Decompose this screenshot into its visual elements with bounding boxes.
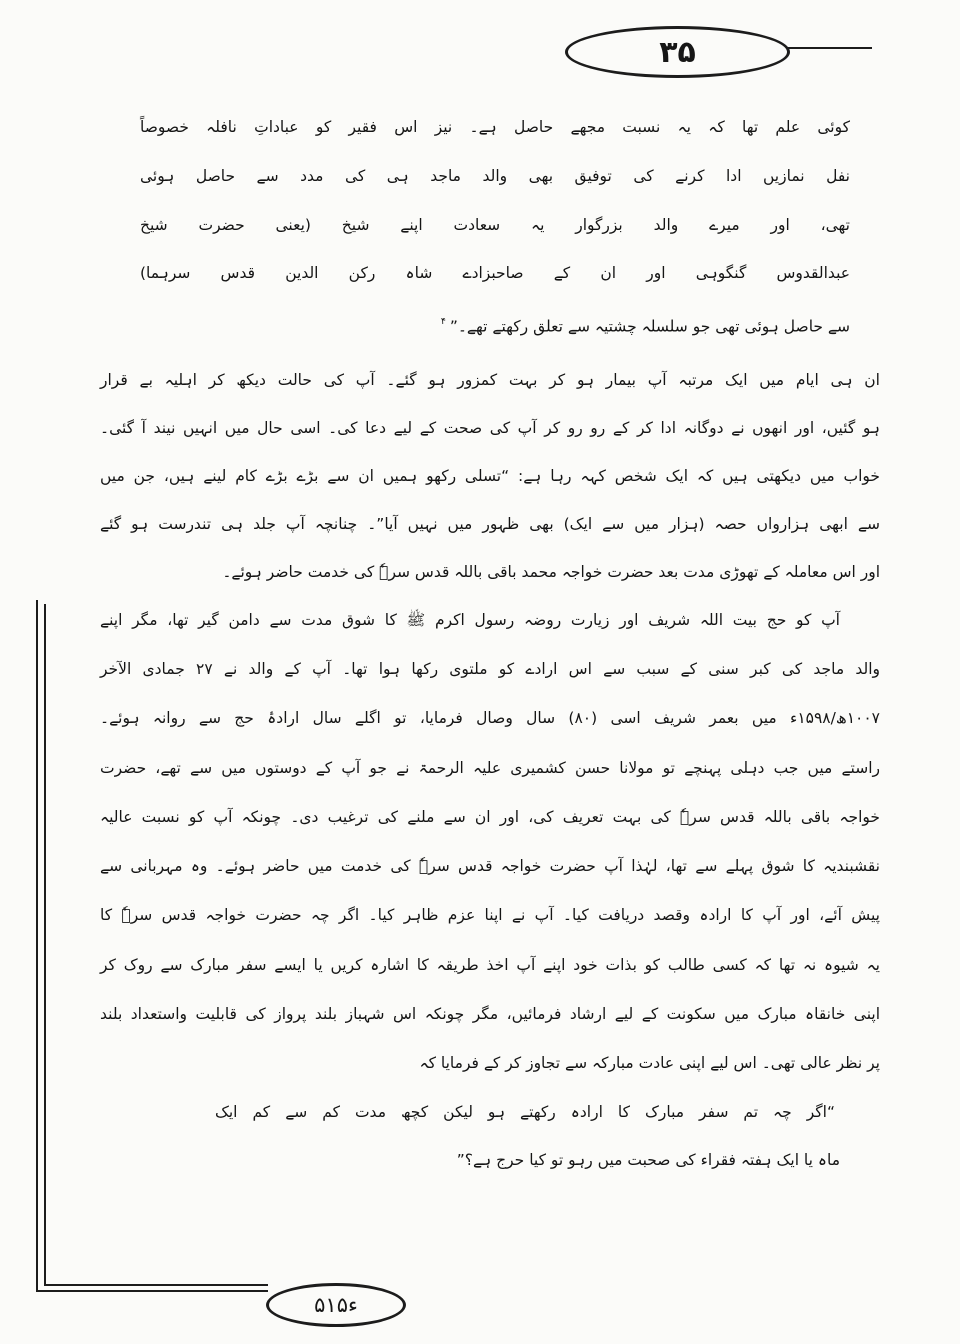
page-number: ۳۵ [659,34,696,70]
body-line: ۱۰۰۷ھ/۱۵۹۸ء میں بعمر شریف اسی (۸۰) سال وصال فرمایا، تو اگلے سال ارادۂ حج سے روانہ ہوئے۔ [100,709,880,727]
quote-line: تھی، اور میرے والد بزرگوار یہ سعادت اپنے شیخ (یعنی حضرت شیخ [140,216,850,234]
body-line: اپنی خانقاہ مبارک میں سکونت کے لیے ارشاد فرمائیں، مگر چونکہ اس شہباز بلند پرواز کی قابلیت واستعداد بلند [100,1005,880,1023]
body-line: نقشبندیہ کا شوق پہلے سے تھا، لہٰذا آپ حضرت خواجہ قدس سرہٗ کی خدمت میں حاضر ہوئے۔ وہ مہربانی سے [100,857,880,875]
body-line: خواب میں دیکھتی ہیں کہ ایک شخص کہہ رہا ہے: “تسلی رکھو ہمیں ان سے بڑے بڑے کام لینے ہیں، جن میں [100,467,880,485]
frame-left-outer [36,600,38,1292]
footer-number-oval [266,1283,406,1327]
header-rule [788,47,872,49]
body-line: ان ہی ایام میں ایک مرتبہ آپ بیمار ہو کر بہت کمزور ہو گئے۔ آپ کی حالت دیکھ کر اہلیہ بے قرار [100,371,880,389]
quote-line: نفل نمازیں ادا کرنے کی توفیق بھی والد ماجد ہی کی مدد سے حاصل ہوئی [140,167,850,185]
body-line: پیش آئے، اور آپ کا ارادہ وقصد دریافت کیا۔ آپ نے اپنا عزم ظاہر کیا۔ اگر چہ حضرت خواجہ قدس سرہٗ کا [100,906,880,924]
body-line: یہ شیوہ نہ تھا کہ کسی طالب کو بذات خود اپنے آپ اخذ طریقہ کا اشارہ کریں یا ایسے سفر مبارک سے روک کر [100,956,880,974]
quote-line: “اگر چہ تم سفر مبارک کا ارادہ رکھتے ہو لیکن کچھ مدت کم سے کم ایک [215,1103,835,1121]
frame-bottom-outer [36,1290,268,1292]
quote-line-text: سے حاصل ہوئی تھی جو سلسلہ چشتیہ سے تعلق رکھتے تھے۔” [449,317,850,336]
quote-line: کوئی علم تھا کہ یہ نسبت مجھے حاصل ہے۔ نیز اس فقیر کو عباداتِ نافلہ خصوصاً [140,118,850,136]
frame-left-inner [44,604,46,1286]
footer-page-number: ۵۱۵ء [314,1293,358,1317]
page-number-oval [565,26,790,78]
frame-bottom-inner [44,1284,268,1286]
body-line: سے ابھی ہزارواں حصہ (ہزار میں سے ایک) بھی ظہور میں نہیں آیا”۔ چنانچہ آپ جلد ہی تندرست ہو گئے [100,515,880,533]
body-line: اور اس معاملہ کے تھوڑی مدت بعد حضرت خواجہ محمد باقی باللہ قدس سرہٗ کی خدمت حاضر ہوئے۔ [222,563,880,581]
quote-line: عبدالقدوس گنگوہی اور ان کے صاحبزادے شاہ رکن الدین قدس سرہما) [140,264,850,282]
body-line: خواجہ باقی باللہ قدس سرہٗ کی بہت تعریف کی، اور ان سے ملنے کی ترغیب دی۔ چونکہ آپ کو نسبت عالیہ [100,808,880,826]
quote-line [140,302,850,342]
quote-line: ماہ یا ایک ہفتہ فقراء کی صحبت میں رہو تو کیا حرج ہے؟” [456,1151,840,1169]
body-line: ہو گئیں، اور انھوں نے دوگانہ ادا کر کے رو رو کر آپ کی صحت کے لیے دعا کی۔ اسی حال میں انہیں نیند آ گئی۔ [100,419,880,437]
body-line: راستے میں جب دہلی پہنچے تو مولانا حسن کشمیری علیہ الرحمۃ نے جو آپ کے دوستوں میں سے تھے، حضرت [100,759,880,777]
body-line: والد ماجد کی کبر سنی کے سبب سے اس ارادے کو ملتوی رکھا ہوا تھا۔ آپ کے والد نے ۲۷ جمادی الآخر [100,660,880,678]
footnote-marker: ۴ [440,316,446,327]
body-line: پر نظر عالی تھی۔ اس لیے اپنی عادت مبارکہ سے تجاوز کر کے فرمایا کہ [419,1054,880,1072]
body-line: آپ کو حج بیت اللہ شریف اور زیارت روضہ رسول اکرم ﷺ کا شوق مدت سے دامن گیر تھا، مگر اپنے [100,611,840,629]
